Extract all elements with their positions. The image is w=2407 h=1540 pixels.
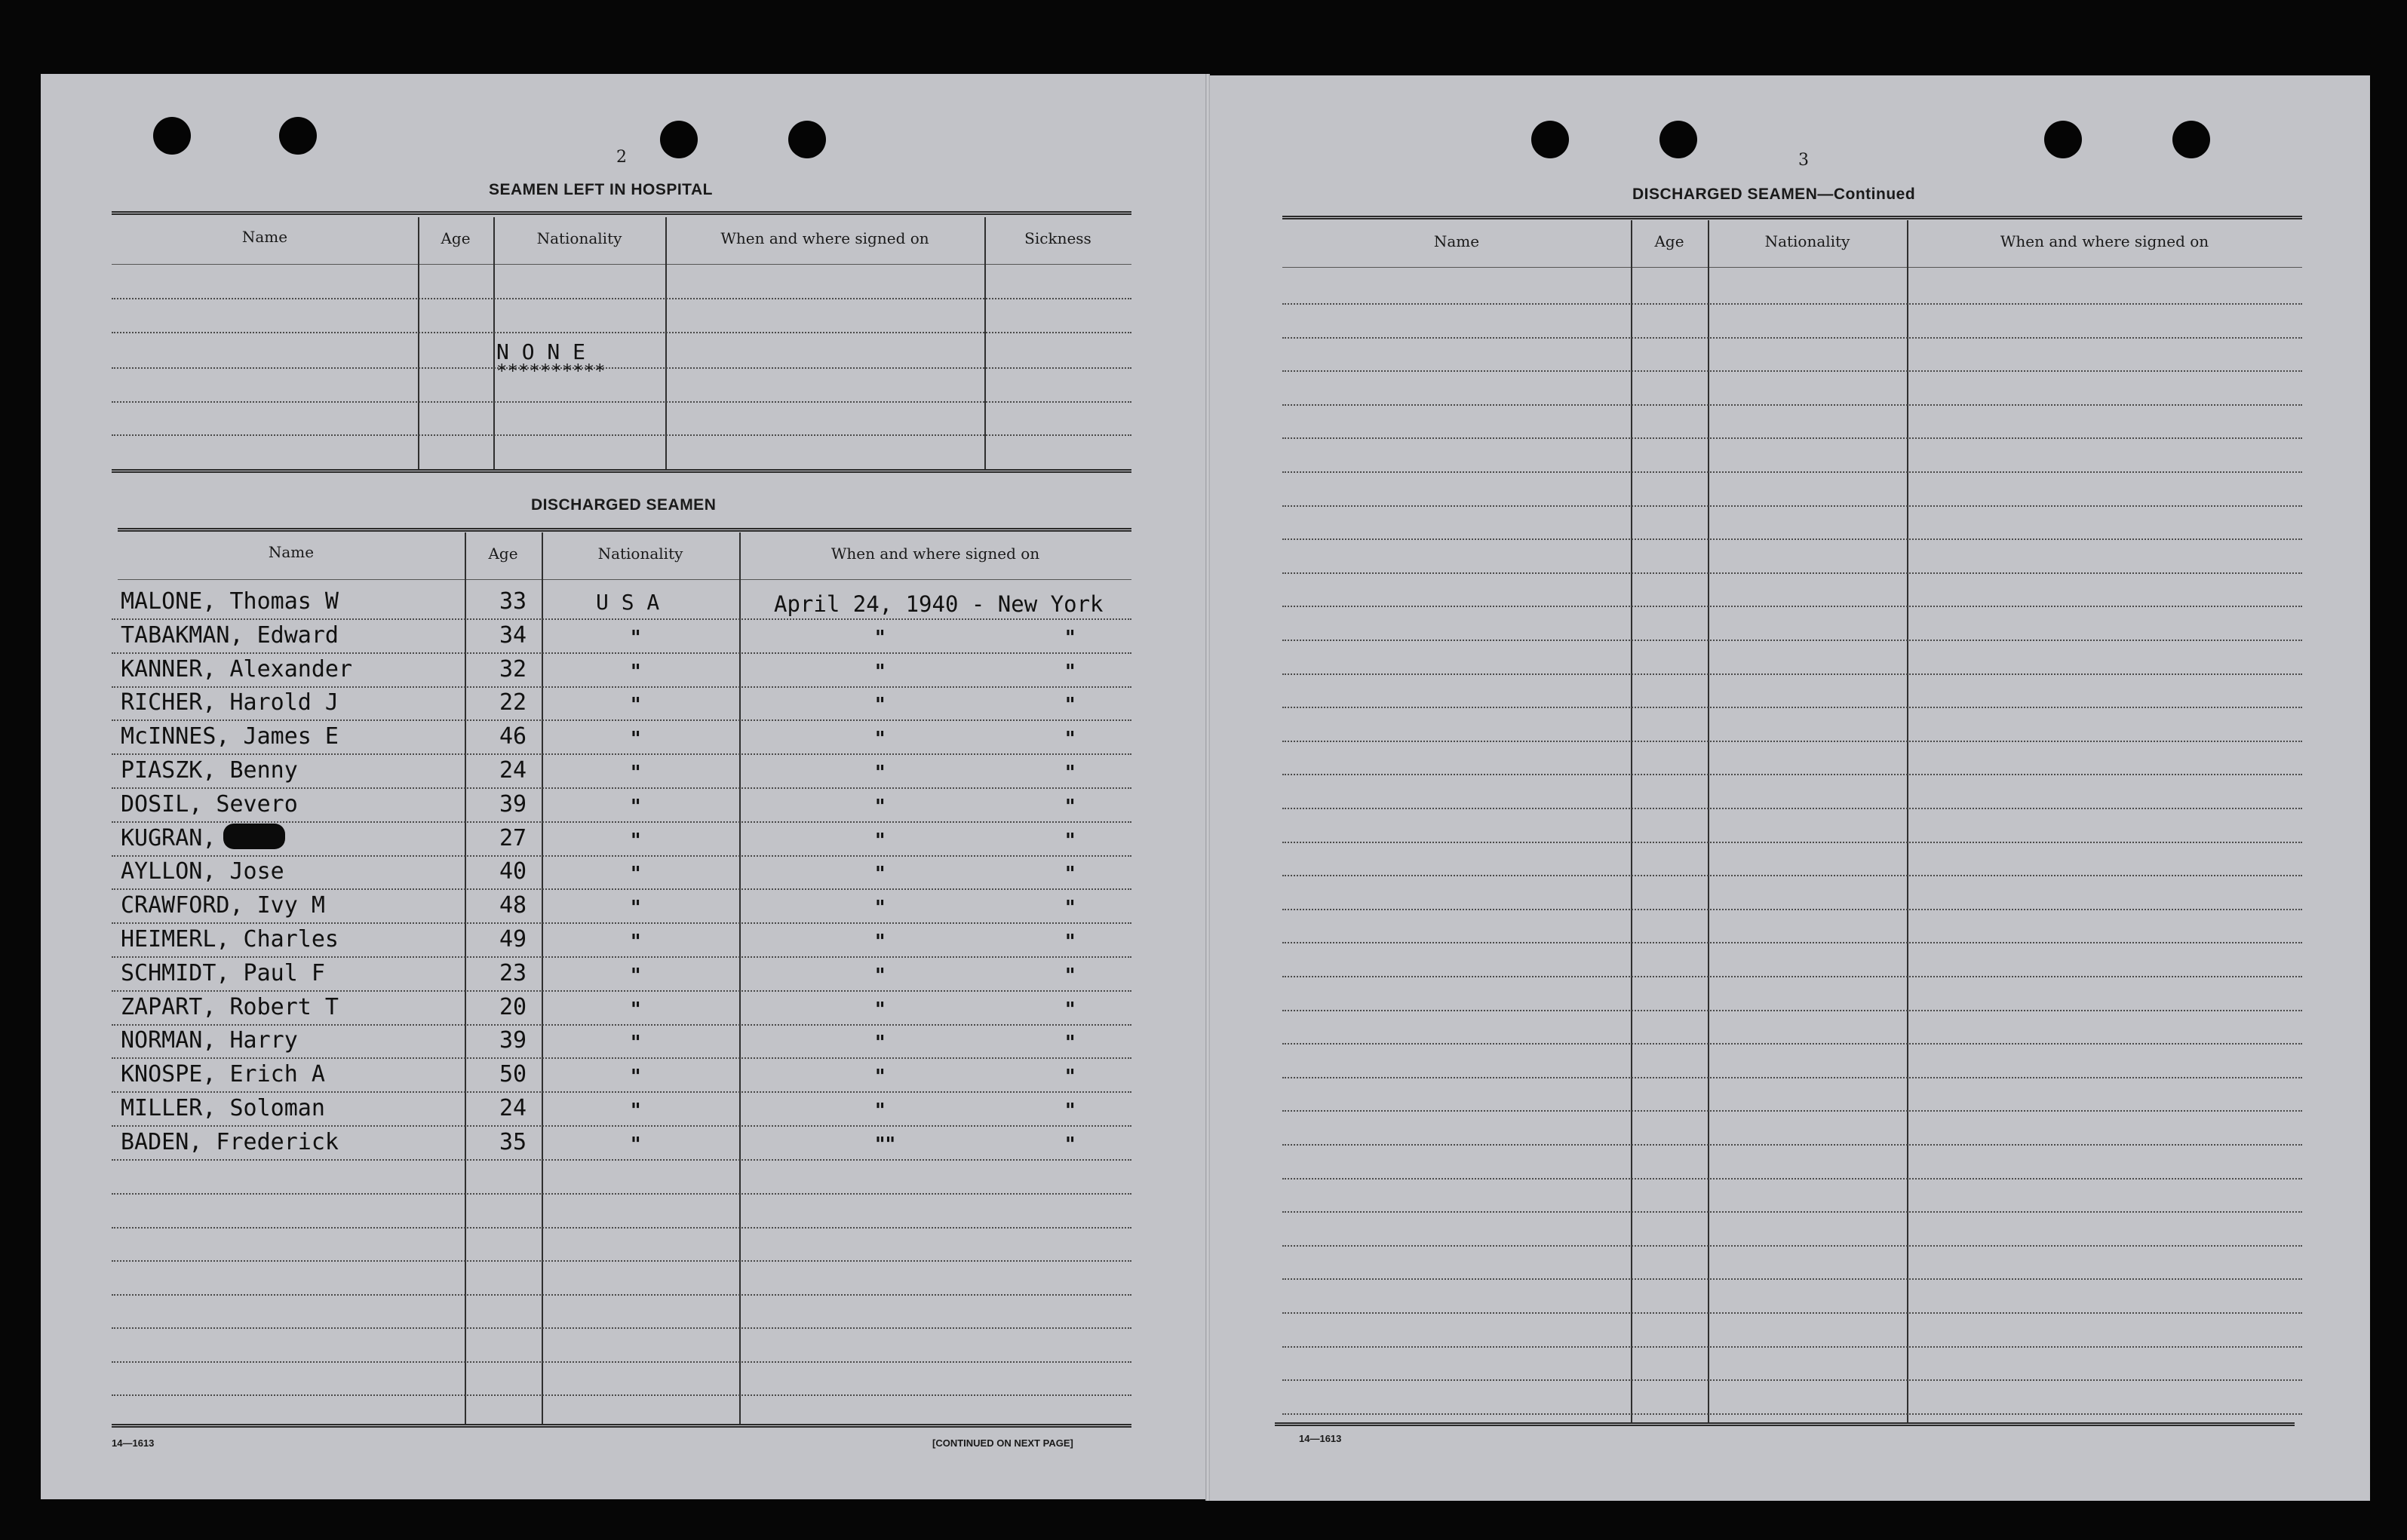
row-line [112,855,1131,857]
row-line [112,821,1131,823]
row-line [1282,1043,2302,1045]
page-number: 3 [1798,151,1809,170]
hospital-none-entry: N O N E [496,339,586,364]
ditto-mark: " [875,626,886,649]
seaman-age: 39 [499,790,527,818]
ditto-mark: " [1065,1032,1076,1055]
row-line [112,1327,1131,1329]
row-line [1282,976,2302,977]
right-col-divider [1708,220,1709,1422]
discharged-table-top [118,528,1131,532]
hospital-col-divider [665,217,667,469]
ditto-mark: " [875,694,886,717]
row-line [1282,1077,2302,1078]
seaman-name: MALONE, Thomas W [121,588,339,615]
discharged-col-signed-on: When and where signed on [830,545,1040,563]
right-col-signed-on: When and where signed on [2000,232,2209,250]
punch-hole [1531,121,1569,158]
hospital-col-age: Age [441,229,471,247]
ditto-mark: " [631,964,641,987]
row-line [1282,337,2302,339]
seaman-age: 32 [499,655,527,683]
seaman-age: 50 [499,1061,527,1088]
seaman-age: 48 [499,892,527,919]
ink-blot [223,824,285,849]
row-line [112,1125,1131,1127]
seaman-name: AYLLON, Jose [121,858,284,885]
row-line [1282,1379,2302,1381]
row-line [1282,1278,2302,1280]
row-line [112,888,1131,890]
form-number: 14—1613 [1299,1433,1342,1444]
discharged-col-nationality: Nationality [597,545,683,563]
ditto-mark: " [875,728,886,751]
first-row-nationality: U S A [596,590,660,615]
ditto-mark: " [875,762,886,784]
row-line [112,1193,1131,1195]
right-header-rule [1282,267,2302,268]
ditto-mark: " [875,829,886,852]
row-line [1282,1110,2302,1112]
hospital-row-line [112,434,1131,436]
row-line [112,956,1131,958]
ditto-mark: " [1065,694,1076,717]
discharged-col-divider [465,532,466,1424]
seaman-name: DOSIL, Severo [121,790,298,818]
row-line [1282,707,2302,708]
seaman-age: 22 [499,689,527,716]
page-number: 2 [616,148,627,167]
row-line [112,652,1131,654]
row-line [1282,606,2302,607]
row-line [1282,774,2302,775]
continued-note: [CONTINUED ON NEXT PAGE] [932,1437,1073,1449]
right-table-top [1282,216,2302,219]
discharged-section-title: DISCHARGED SEAMEN [531,496,717,514]
ditto-mark: " [631,694,641,717]
ditto-mark: " [875,998,886,1021]
seaman-age: 24 [499,1095,527,1121]
hospital-row-line [112,332,1131,333]
ditto-mark: " [1065,897,1076,920]
ditto-mark: " [631,660,641,683]
row-line [1282,1413,2302,1415]
punch-hole [1659,121,1697,158]
ditto-mark: " [1065,964,1076,987]
seaman-name: NORMAN, Harry [121,1027,298,1054]
hospital-row-line [112,401,1131,403]
hospital-header-rule [112,264,1131,265]
ditto-mark: " [875,660,886,683]
ditto-mark: " [631,998,641,1021]
hospital-row-line [112,298,1131,299]
seaman-name: CRAWFORD, Ivy M [121,892,325,919]
discharged-col-divider [739,532,741,1424]
right-col-name: Name [1433,232,1480,250]
ditto-mark: " [875,1066,886,1089]
ditto-mark: " [631,1032,641,1055]
row-line [112,1024,1131,1026]
ditto-mark: " [1065,998,1076,1021]
punch-hole [660,121,698,158]
seaman-age: 39 [499,1027,527,1054]
ditto-mark: " [1065,795,1076,818]
row-line [112,1394,1131,1396]
ditto-mark: " [1065,1066,1076,1089]
ditto-mark: " [1065,1100,1076,1122]
ditto-mark: " [875,1100,886,1122]
row-line [112,618,1131,620]
ditto-mark: " [631,897,641,920]
seaman-name: KUGRAN, [121,824,216,851]
ditto-mark: " [631,1100,641,1122]
row-line [1282,1245,2302,1247]
row-line [112,719,1131,721]
row-line [112,1057,1131,1059]
ditto-mark: "" [875,1133,896,1156]
ditto-mark: " [1065,829,1076,852]
ditto-mark: " [1065,863,1076,886]
right-col-divider [1631,220,1632,1422]
row-line [1282,909,2302,910]
row-line [1282,640,2302,641]
row-line [112,753,1131,755]
row-line [112,1159,1131,1161]
seaman-age: 34 [499,621,527,649]
seaman-name: McINNES, James E [121,723,339,750]
seaman-age: 49 [499,926,527,953]
seaman-age: 20 [499,993,527,1020]
seaman-age: 40 [499,858,527,885]
ditto-mark: " [875,1032,886,1055]
hospital-row-line [112,367,1131,369]
seaman-age: 35 [499,1128,527,1155]
ditto-mark: " [631,863,641,886]
discharged-header-rule [118,579,1131,580]
row-line [1282,842,2302,843]
hospital-section-title: SEAMEN LEFT IN HOSPITAL [489,181,713,198]
row-line [1282,505,2302,507]
ditto-mark: " [631,728,641,751]
seaman-name: ZAPART, Robert T [121,993,339,1020]
punch-hole [2172,121,2210,158]
row-line [1282,741,2302,742]
ditto-mark: " [631,931,641,953]
seaman-age: 46 [499,723,527,750]
ditto-mark: " [1065,931,1076,953]
seaman-age: 23 [499,959,527,986]
seaman-name: KNOSPE, Erich A [121,1061,325,1088]
hospital-table-bottom [112,469,1131,473]
seaman-name: HEIMERL, Charles [121,926,339,953]
row-line [112,990,1131,992]
discharged-col-age: Age [488,545,518,563]
row-line [1282,437,2302,439]
row-line [1282,370,2302,372]
hospital-table-top [112,211,1131,215]
discharged-col-name: Name [268,543,315,561]
hospital-col-name: Name [241,228,288,246]
row-line [1282,572,2302,574]
ditto-mark: " [1065,762,1076,784]
row-line [1282,1346,2302,1348]
row-line [1282,808,2302,809]
seaman-name: MILLER, Soloman [121,1095,325,1121]
punch-hole [788,121,826,158]
seaman-name: TABAKMAN, Edward [121,621,339,649]
ditto-mark: " [1065,660,1076,683]
ditto-mark: " [631,762,641,784]
ditto-mark: " [1065,626,1076,649]
page-fold [1205,74,1210,1501]
hospital-col-signed-on: When and where signed on [720,229,929,247]
row-line [1282,875,2302,876]
seaman-age: 24 [499,757,527,784]
seaman-name: KANNER, Alexander [121,655,353,683]
ditto-mark: " [875,931,886,953]
row-line [1282,538,2302,540]
ditto-mark: " [1065,728,1076,751]
row-line [1282,942,2302,943]
row-line [1282,1211,2302,1213]
row-line [112,1361,1131,1363]
seaman-age: 27 [499,824,527,851]
seaman-name: PIASZK, Benny [121,757,298,784]
right-page [1208,75,2370,1501]
hospital-col-divider [984,217,986,469]
row-line [1282,1178,2302,1180]
row-line [112,787,1131,789]
hospital-col-nationality: Nationality [536,229,622,247]
row-line [1282,1010,2302,1011]
row-line [1282,1312,2302,1314]
ditto-mark: " [875,897,886,920]
continued-section-title: DISCHARGED SEAMEN—Continued [1632,186,1916,203]
hospital-col-divider [493,217,495,469]
row-line [112,1091,1131,1093]
ditto-mark: " [1065,1133,1076,1156]
right-col-divider [1907,220,1908,1422]
form-number: 14—1613 [112,1437,155,1449]
hospital-col-sickness: Sickness [1024,229,1091,247]
seaman-age: 33 [499,588,527,615]
row-line [112,1294,1131,1296]
row-line [1282,673,2302,675]
punch-hole [279,117,317,155]
row-line [112,1260,1131,1262]
first-row-signed-on: April 24, 1940 - New York [774,591,1104,617]
seaman-name: BADEN, Frederick [121,1128,339,1155]
ditto-mark: " [875,795,886,818]
row-line [112,686,1131,688]
hospital-col-divider [418,217,419,469]
right-table-bottom [1275,1422,2295,1426]
ditto-mark: " [631,795,641,818]
ditto-mark: " [875,863,886,886]
ditto-mark: " [631,626,641,649]
ditto-mark: " [875,964,886,987]
hospital-none-stars: ********** [496,360,606,382]
punch-hole [153,117,191,155]
ditto-mark: " [631,1133,641,1156]
discharged-table-bottom [112,1424,1131,1428]
row-line [1282,404,2302,406]
right-col-nationality: Nationality [1764,232,1850,250]
row-line [112,922,1131,924]
ditto-mark: " [631,829,641,852]
seaman-name: SCHMIDT, Paul F [121,959,325,986]
row-line [112,1227,1131,1229]
punch-hole [2044,121,2082,158]
row-line [1282,471,2302,473]
row-line [1282,303,2302,305]
ditto-mark: " [631,1066,641,1089]
row-line [1282,1144,2302,1146]
left-page [41,74,1208,1499]
seaman-name: RICHER, Harold J [121,689,339,716]
right-col-age: Age [1654,232,1684,250]
discharged-col-divider [542,532,543,1424]
